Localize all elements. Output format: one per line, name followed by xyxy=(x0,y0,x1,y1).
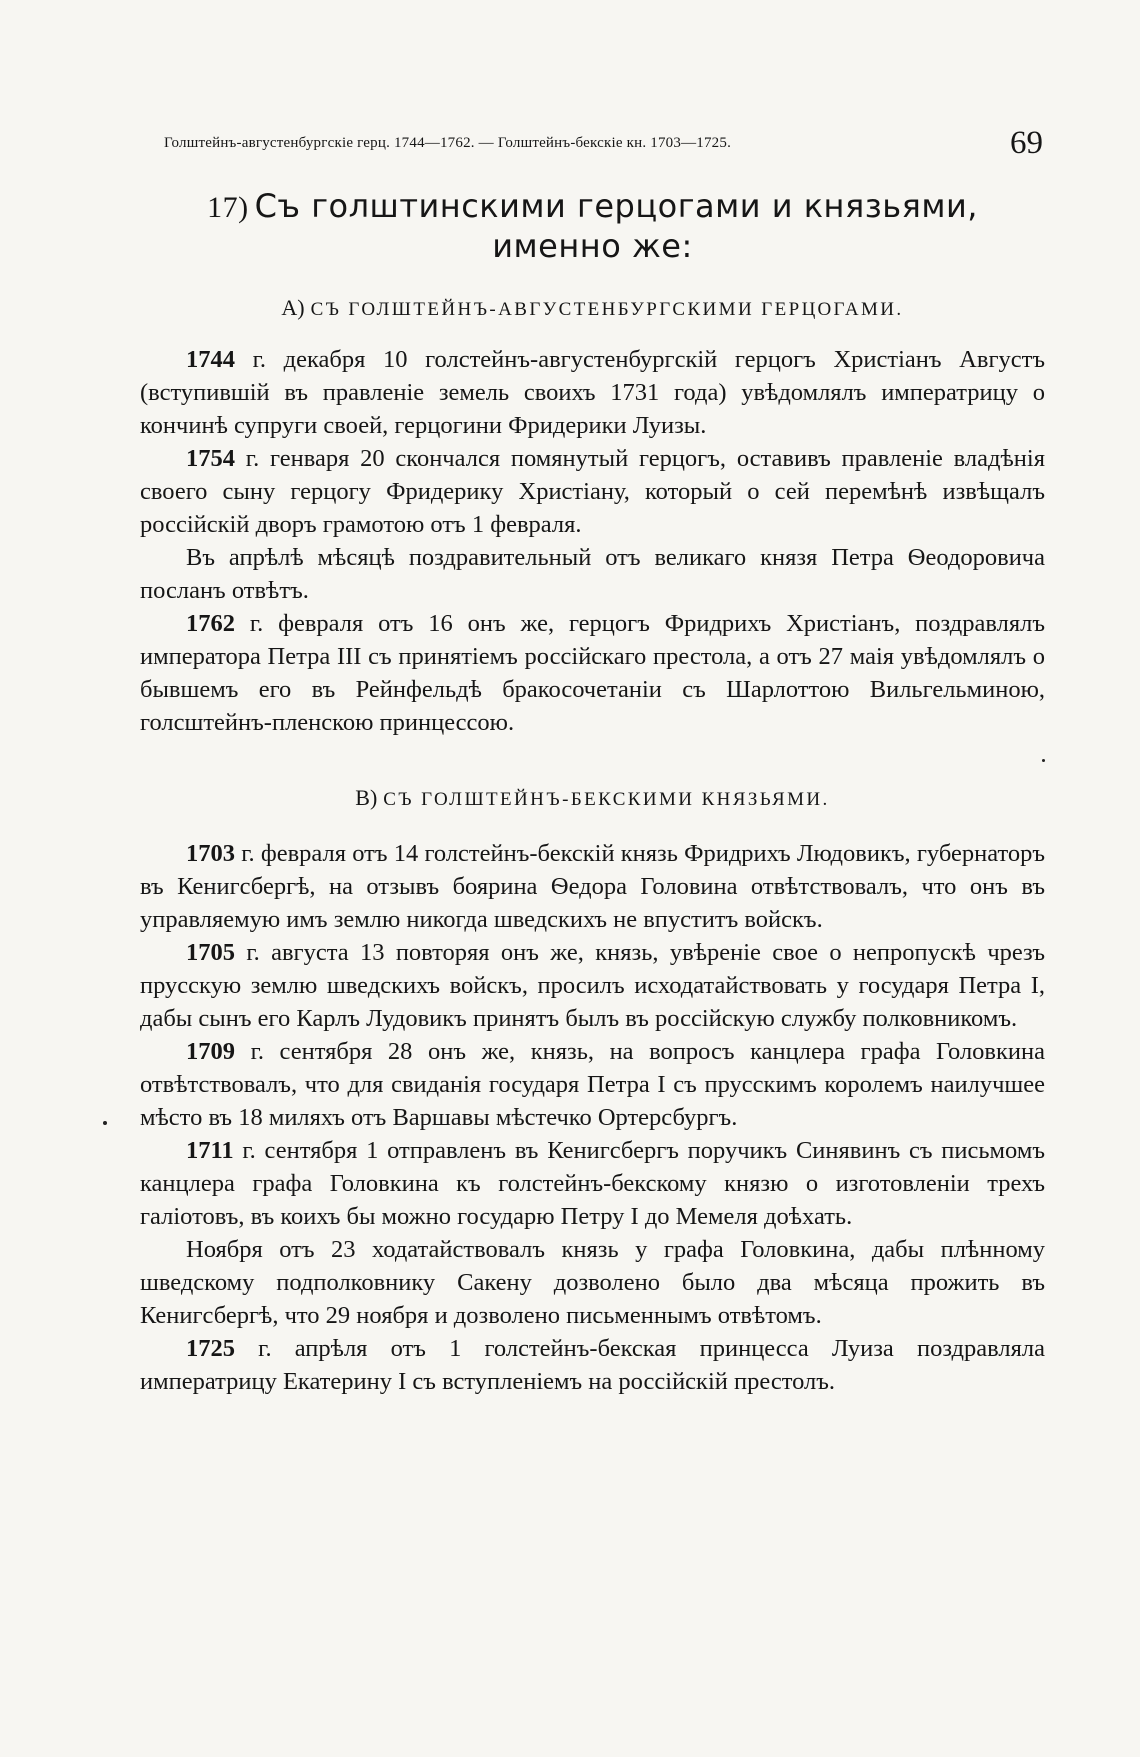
entry-year: 1762 xyxy=(186,610,235,637)
entry-text: Въ апрѣлѣ мѣсяцѣ поздравительный отъ великаго князя Петра Ѳеодоровича посланъ отвѣтъ. xyxy=(140,544,1045,604)
entry-year: 1709 xyxy=(186,1038,235,1065)
section-b-letter: B) xyxy=(355,785,378,810)
entry-year: 1703 xyxy=(186,840,235,867)
chapter-title-line-2: именно же: xyxy=(492,227,693,265)
entry-text: г. апрѣля отъ 1 голстейнъ-бекская принцесса Луиза поздравляла императрицу Екатерину I съ вступленіемъ на россійскій престолъ. xyxy=(140,1335,1045,1395)
entry-text: г. сентября 1 отправленъ въ Кенигсбергъ поручикъ Синявинъ съ письмомъ канцлера графа Головкина къ голстейнъ-бекскому князю о изготовленіи трехъ галіотовъ, въ коихъ бы можно государю Петру I до Мемеля доѣхать. xyxy=(140,1137,1045,1230)
entry-1744 xyxy=(140,343,1045,442)
print-speck xyxy=(1042,759,1045,762)
page-body xyxy=(140,125,1045,1398)
entry-april xyxy=(140,541,1045,607)
chapter-title-text: Съ голштинскими герцогами и князьями, xyxy=(254,187,978,225)
entry-text: г. февраля отъ 14 голстейнъ-бекскій князь Фридрихъ Людовикъ, губернаторъ въ Кенигсбергѣ, на отзывъ боярина Ѳедора Головина отвѣтствовалъ, что онъ въ управляемую имъ землю никогда шведскихъ не впуститъ войскъ. xyxy=(140,840,1045,933)
entry-year: 1754 xyxy=(186,445,235,472)
entry-year: 1744 xyxy=(186,346,235,373)
section-b-heading xyxy=(140,785,1045,811)
section-a-heading xyxy=(140,295,1045,321)
entry-1754 xyxy=(140,442,1045,541)
running-title: Голштейнъ-августенбургскіе герц. 1744—1762. — Голштейнъ-бекскіе кн. 1703—1725. xyxy=(164,135,732,151)
entry-text: г. сентября 28 онъ же, князь, на вопросъ канцлера графа Головкина отвѣтствовалъ, что для свиданія государя Петра I съ прусскимъ королемъ наилучшее мѣсто въ 18 миляхъ отъ Варшавы мѣстечко Ортерсбургъ. xyxy=(140,1038,1045,1131)
chapter-title xyxy=(140,187,1045,265)
entry-year: 1725 xyxy=(186,1335,235,1362)
print-speck xyxy=(103,1121,107,1125)
entry-1705 xyxy=(140,936,1045,1035)
entry-1711 xyxy=(140,1134,1045,1233)
page-number: 69 xyxy=(1010,125,1043,161)
section-b-heading-text: СЪ ГОЛШТЕЙНЪ-БЕКСКИМИ КНЯЗЬЯМИ. xyxy=(383,789,830,810)
entry-text: г. февраля отъ 16 онъ же, герцогъ Фридрихъ Христіанъ, поздравлялъ императора Петра III съ принятіемъ россійскаго престола, а отъ 27 маія увѣдомлялъ о бывшемъ его въ Рейнфельдѣ бракосочетаніи съ Шарлоттою Вильгельминою, голсштейнъ-пленскою принцессою. xyxy=(140,610,1045,736)
entry-1703 xyxy=(140,837,1045,936)
entry-text: Ноября отъ 23 ходатайствовалъ князь у графа Головкина, дабы плѣнному шведскому подполковнику Сакену дозволено было два мѣсяца прожить въ Кенигсбергѣ, что 29 ноября и дозволено письменнымъ отвѣтомъ. xyxy=(140,1236,1045,1329)
entry-text: г. декабря 10 голстейнъ-августенбургскій герцогъ Христіанъ Августъ (вступившій въ правленіе земель своихъ 1731 года) увѣдомлялъ императрицу о кончинѣ супруги своей, герцогини Фридерики Луизы. xyxy=(140,346,1045,439)
chapter-title-line-1 xyxy=(140,187,1045,227)
chapter-number: 17) xyxy=(207,191,249,224)
running-head xyxy=(140,125,1045,165)
section-a-heading-text: СЪ ГОЛШТЕЙНЪ-АВГУСТЕНБУРГСКИМИ ГЕРЦОГАМИ. xyxy=(310,299,904,320)
entry-1725 xyxy=(140,1332,1045,1398)
entry-1762 xyxy=(140,607,1045,739)
entry-text: г. генваря 20 скончался помянутый герцогъ, оставивъ правленіе владѣнія своего сыну герцогу Фридерику Христіану, который о сей перемѣнѣ извѣщалъ россійскій дворъ грамотою отъ 1 февраля. xyxy=(140,445,1045,538)
entry-1709 xyxy=(140,1035,1045,1134)
entry-year: 1705 xyxy=(186,939,235,966)
entry-text: г. августа 13 повторяя онъ же, князь, увѣреніе свое о непропускѣ чрезъ прусскую землю шведскихъ войскъ, просилъ исходатайствовать у государя Петра I, дабы сынъ его Карлъ Лудовикъ принятъ былъ въ россійскую службу полковникомъ. xyxy=(140,939,1045,1032)
entry-november xyxy=(140,1233,1045,1332)
section-a-letter: A) xyxy=(281,295,305,320)
entry-year: 1711 xyxy=(186,1137,234,1164)
